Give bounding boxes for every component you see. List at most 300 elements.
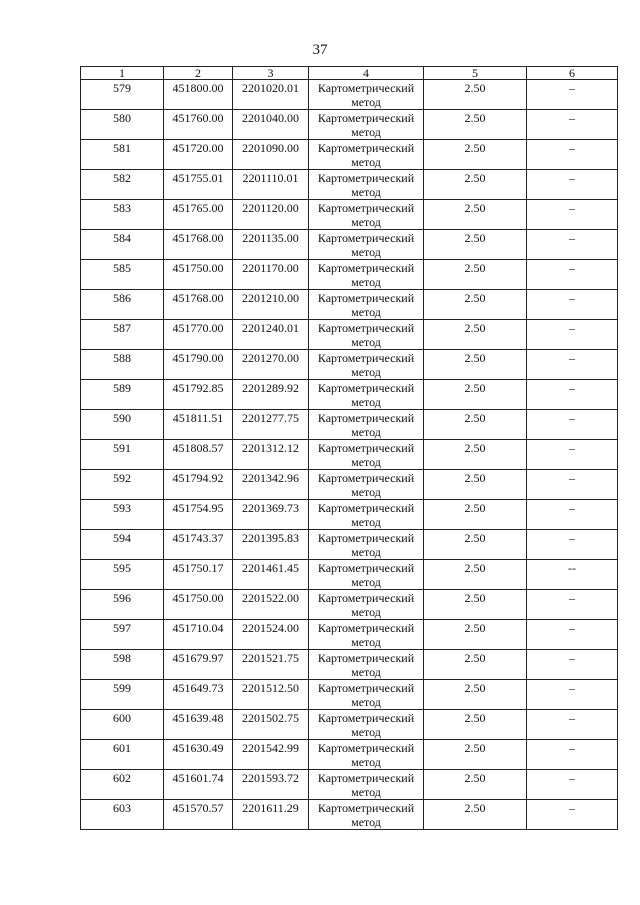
coordinate-x-cell-text: 451765.00 (172, 201, 224, 215)
coordinate-y-cell (233, 770, 309, 800)
accuracy-cell (424, 170, 527, 200)
coordinate-x-cell (164, 470, 233, 500)
coordinate-x-cell (164, 500, 233, 530)
point-number-cell-text: 595 (113, 561, 131, 575)
coordinate-y-cell (233, 230, 309, 260)
table-row (81, 170, 618, 200)
method-cell (309, 770, 424, 800)
coordinate-x-cell-text: 451792.85 (172, 381, 224, 395)
page-number: 37 (312, 42, 328, 58)
coordinate-x-cell-text: 451601.74 (172, 771, 224, 785)
accuracy-cell (424, 350, 527, 380)
accuracy-cell-text: 2.50 (464, 801, 486, 815)
method-cell-text: Картометрический метод (317, 381, 415, 409)
accuracy-cell-text: 2.50 (464, 261, 486, 275)
coordinate-y-cell (233, 470, 309, 500)
coordinate-x-cell (164, 140, 233, 170)
coordinate-x-cell (164, 560, 233, 590)
table-row (81, 320, 618, 350)
coordinate-x-cell (164, 260, 233, 290)
table-row (81, 230, 618, 260)
method-cell-text: Картометрический метод (317, 531, 415, 559)
coordinate-y-cell-text: 2201522.00 (242, 591, 299, 605)
method-cell (309, 440, 424, 470)
point-number-cell (81, 200, 164, 230)
coordinate-y-cell (233, 320, 309, 350)
coordinate-x-cell-text: 451743.37 (172, 531, 224, 545)
accuracy-cell-text: 2.50 (464, 201, 486, 215)
coordinate-y-cell-text: 2201289.92 (242, 381, 299, 395)
coordinate-y-cell-text: 2201512.50 (242, 681, 299, 695)
point-number-cell (81, 680, 164, 710)
column-header-4: 4 (309, 67, 424, 80)
accuracy-cell-text: 2.50 (464, 621, 486, 635)
method-cell (309, 170, 424, 200)
coordinate-y-cell-text: 2201521.75 (242, 651, 299, 665)
note-cell (527, 410, 618, 440)
method-cell (309, 110, 424, 140)
note-cell-text: – (569, 501, 575, 515)
method-cell-text: Картометрический метод (317, 591, 415, 619)
point-number-cell-text: 600 (113, 711, 131, 725)
coordinate-y-cell (233, 620, 309, 650)
table-row (81, 140, 618, 170)
method-cell (309, 260, 424, 290)
note-cell-text: – (569, 801, 575, 815)
point-number-cell-text: 581 (113, 141, 131, 155)
coordinate-y-cell (233, 680, 309, 710)
coordinate-x-cell (164, 800, 233, 830)
coordinate-x-cell-text: 451720.00 (172, 141, 224, 155)
coordinate-y-cell (233, 740, 309, 770)
coordinate-x-cell (164, 680, 233, 710)
coordinate-y-cell (233, 560, 309, 590)
point-number-cell-text: 591 (113, 441, 131, 455)
note-cell (527, 530, 618, 560)
coordinate-x-cell (164, 620, 233, 650)
method-cell (309, 560, 424, 590)
method-cell (309, 470, 424, 500)
coordinate-y-cell-text: 2201395.83 (242, 531, 299, 545)
point-number-cell (81, 470, 164, 500)
coordinate-y-cell (233, 530, 309, 560)
note-cell-text: – (569, 441, 575, 455)
point-number-cell (81, 770, 164, 800)
table-header-row (81, 67, 618, 80)
point-number-cell (81, 620, 164, 650)
method-cell-text: Картометрический метод (317, 681, 415, 709)
coordinate-y-cell-text: 2201090.00 (242, 141, 299, 155)
accuracy-cell-text: 2.50 (464, 411, 486, 425)
coordinate-y-cell-text: 2201593.72 (242, 771, 299, 785)
column-header-2: 2 (164, 67, 233, 80)
point-number-cell-text: 601 (113, 741, 131, 755)
coordinate-x-cell (164, 80, 233, 110)
coordinate-y-cell-text: 2201135.00 (242, 231, 299, 245)
coordinate-x-cell (164, 170, 233, 200)
coordinates-table (80, 66, 618, 830)
point-number-cell-text: 590 (113, 411, 131, 425)
accuracy-cell (424, 80, 527, 110)
accuracy-cell (424, 800, 527, 830)
note-cell (527, 230, 618, 260)
note-cell (527, 320, 618, 350)
method-cell-text: Картометрический метод (317, 501, 415, 529)
point-number-cell (81, 410, 164, 440)
point-number-cell-text: 587 (113, 321, 131, 335)
coordinate-y-cell (233, 590, 309, 620)
accuracy-cell-text: 2.50 (464, 561, 486, 575)
method-cell-text: Картометрический метод (317, 441, 415, 469)
method-cell-text: Картометрический метод (317, 171, 415, 199)
coordinate-x-cell-text: 451750.00 (172, 261, 224, 275)
method-cell (309, 200, 424, 230)
accuracy-cell (424, 770, 527, 800)
column-header-5: 5 (424, 67, 527, 80)
point-number-cell-text: 580 (113, 111, 131, 125)
accuracy-cell-text: 2.50 (464, 651, 486, 665)
point-number-cell-text: 594 (113, 531, 131, 545)
note-cell (527, 200, 618, 230)
method-cell-text: Картометрический метод (317, 711, 415, 739)
coordinate-x-cell (164, 320, 233, 350)
point-number-cell-text: 579 (113, 81, 131, 95)
coordinate-x-cell-text: 451770.00 (172, 321, 224, 335)
accuracy-cell (424, 110, 527, 140)
note-cell (527, 620, 618, 650)
accuracy-cell (424, 290, 527, 320)
method-cell-text: Картометрический метод (317, 201, 415, 229)
coordinate-y-cell (233, 710, 309, 740)
table-row (81, 770, 618, 800)
accuracy-cell (424, 410, 527, 440)
method-cell (309, 500, 424, 530)
table-row (81, 380, 618, 410)
method-cell-text: Картометрический метод (317, 801, 415, 829)
coordinate-y-cell (233, 200, 309, 230)
coordinate-y-cell (233, 800, 309, 830)
method-cell (309, 350, 424, 380)
point-number-cell-text: 603 (113, 801, 131, 815)
accuracy-cell (424, 740, 527, 770)
note-cell (527, 800, 618, 830)
coordinate-x-cell-text: 451808.57 (172, 441, 224, 455)
column-header-6: 6 (527, 67, 618, 80)
coordinate-y-cell-text: 2201312.12 (242, 441, 299, 455)
method-cell (309, 590, 424, 620)
note-cell-text: – (569, 171, 575, 185)
accuracy-cell (424, 590, 527, 620)
coordinate-y-cell (233, 170, 309, 200)
point-number-cell (81, 80, 164, 110)
table-row (81, 470, 618, 500)
method-cell (309, 680, 424, 710)
point-number-cell (81, 800, 164, 830)
accuracy-cell-text: 2.50 (464, 381, 486, 395)
accuracy-cell-text: 2.50 (464, 111, 486, 125)
method-cell-text: Картометрический метод (317, 81, 415, 109)
point-number-cell-text: 593 (113, 501, 131, 515)
accuracy-cell (424, 650, 527, 680)
method-cell (309, 800, 424, 830)
accuracy-cell-text: 2.50 (464, 591, 486, 605)
point-number-cell (81, 230, 164, 260)
note-cell-text: – (569, 81, 575, 95)
accuracy-cell-text: 2.50 (464, 171, 486, 185)
coordinate-x-cell-text: 451768.00 (172, 291, 224, 305)
note-cell-text: – (569, 771, 575, 785)
method-cell-text: Картометрический метод (317, 621, 415, 649)
coordinate-x-cell (164, 590, 233, 620)
point-number-cell-text: 596 (113, 591, 131, 605)
note-cell (527, 290, 618, 320)
point-number-cell-text: 582 (113, 171, 131, 185)
note-cell (527, 440, 618, 470)
accuracy-cell-text: 2.50 (464, 741, 486, 755)
note-cell-text: – (569, 381, 575, 395)
point-number-cell-text: 586 (113, 291, 131, 305)
note-cell (527, 110, 618, 140)
coordinate-x-cell (164, 650, 233, 680)
accuracy-cell (424, 710, 527, 740)
table-row (81, 560, 618, 590)
note-cell-text: – (569, 321, 575, 335)
accuracy-cell (424, 500, 527, 530)
coordinate-y-cell-text: 2201542.99 (242, 741, 299, 755)
point-number-cell-text: 599 (113, 681, 131, 695)
accuracy-cell (424, 440, 527, 470)
point-number-cell (81, 320, 164, 350)
coordinate-x-cell (164, 230, 233, 260)
accuracy-cell-text: 2.50 (464, 321, 486, 335)
table-row (81, 530, 618, 560)
note-cell (527, 170, 618, 200)
note-cell-text: – (569, 591, 575, 605)
accuracy-cell (424, 680, 527, 710)
note-cell-text: – (569, 471, 575, 485)
coordinate-x-cell-text: 451649.73 (172, 681, 224, 695)
note-cell-text: -- (568, 561, 576, 575)
point-number-cell (81, 440, 164, 470)
coordinate-x-cell-text: 451710.04 (172, 621, 224, 635)
point-number-cell (81, 560, 164, 590)
coordinate-y-cell (233, 650, 309, 680)
note-cell (527, 590, 618, 620)
method-cell-text: Картометрический метод (317, 351, 415, 379)
coordinate-y-cell-text: 2201461.45 (242, 561, 299, 575)
coordinate-x-cell-text: 451570.57 (172, 801, 224, 815)
coordinate-y-cell-text: 2201270.00 (242, 351, 299, 365)
method-cell (309, 620, 424, 650)
note-cell-text: – (569, 261, 575, 275)
note-cell-text: – (569, 621, 575, 635)
point-number-cell-text: 597 (113, 621, 131, 635)
note-cell (527, 80, 618, 110)
method-cell-text: Картометрический метод (317, 561, 415, 589)
coordinate-x-cell (164, 710, 233, 740)
point-number-cell-text: 598 (113, 651, 131, 665)
accuracy-cell (424, 620, 527, 650)
note-cell-text: – (569, 231, 575, 245)
coordinate-x-cell-text: 451811.51 (172, 411, 224, 425)
coordinate-x-cell-text: 451800.00 (172, 81, 224, 95)
coordinate-x-cell-text: 451679.97 (172, 651, 224, 665)
coordinate-x-cell-text: 451794.92 (172, 471, 224, 485)
point-number-cell (81, 590, 164, 620)
accuracy-cell (424, 200, 527, 230)
accuracy-cell-text: 2.50 (464, 351, 486, 365)
coordinate-y-cell (233, 410, 309, 440)
coordinate-y-cell-text: 2201110.01 (242, 171, 299, 185)
note-cell (527, 350, 618, 380)
coordinate-x-cell-text: 451630.49 (172, 741, 224, 755)
accuracy-cell-text: 2.50 (464, 681, 486, 695)
note-cell (527, 470, 618, 500)
coordinate-x-cell (164, 410, 233, 440)
coordinate-y-cell-text: 2201369.73 (242, 501, 299, 515)
coordinate-x-cell-text: 451754.95 (172, 501, 224, 515)
note-cell (527, 740, 618, 770)
table-row (81, 500, 618, 530)
coordinate-y-cell-text: 2201020.01 (242, 81, 299, 95)
method-cell-text: Картометрический метод (317, 471, 415, 499)
accuracy-cell-text: 2.50 (464, 771, 486, 785)
coordinate-x-cell (164, 380, 233, 410)
table-row (81, 680, 618, 710)
coordinate-y-cell-text: 2201210.00 (242, 291, 299, 305)
method-cell-text: Картометрический метод (317, 261, 415, 289)
note-cell-text: – (569, 351, 575, 365)
note-cell-text: – (569, 651, 575, 665)
point-number-cell (81, 110, 164, 140)
table-row (81, 110, 618, 140)
point-number-cell (81, 260, 164, 290)
point-number-cell-text: 592 (113, 471, 131, 485)
accuracy-cell (424, 530, 527, 560)
table-row (81, 710, 618, 740)
note-cell (527, 380, 618, 410)
coordinate-y-cell (233, 440, 309, 470)
accuracy-cell-text: 2.50 (464, 531, 486, 545)
note-cell (527, 680, 618, 710)
column-header-3: 3 (233, 67, 309, 80)
method-cell (309, 380, 424, 410)
coordinate-y-cell-text: 2201524.00 (242, 621, 299, 635)
method-cell-text: Картометрический метод (317, 411, 415, 439)
note-cell-text: – (569, 411, 575, 425)
point-number-cell (81, 350, 164, 380)
method-cell-text: Картометрический метод (317, 141, 415, 169)
note-cell (527, 710, 618, 740)
table-row (81, 80, 618, 110)
note-cell (527, 650, 618, 680)
coordinate-y-cell-text: 2201040.00 (242, 111, 299, 125)
coordinate-x-cell (164, 350, 233, 380)
method-cell-text: Картометрический метод (317, 231, 415, 259)
coordinate-x-cell-text: 451768.00 (172, 231, 224, 245)
column-header-1: 1 (81, 67, 164, 80)
method-cell (309, 650, 424, 680)
coordinate-x-cell-text: 451790.00 (172, 351, 224, 365)
coordinate-x-cell (164, 770, 233, 800)
coordinate-y-cell (233, 350, 309, 380)
point-number-cell (81, 500, 164, 530)
note-cell (527, 260, 618, 290)
coordinate-y-cell (233, 140, 309, 170)
coordinate-x-cell-text: 451760.00 (172, 111, 224, 125)
accuracy-cell (424, 230, 527, 260)
note-cell (527, 560, 618, 590)
coordinate-x-cell-text: 451639.48 (172, 711, 224, 725)
method-cell (309, 290, 424, 320)
accuracy-cell-text: 2.50 (464, 291, 486, 305)
method-cell (309, 410, 424, 440)
note-cell-text: – (569, 531, 575, 545)
point-number-cell-text: 588 (113, 351, 131, 365)
coordinate-y-cell (233, 290, 309, 320)
note-cell (527, 770, 618, 800)
accuracy-cell-text: 2.50 (464, 711, 486, 725)
coordinate-y-cell (233, 380, 309, 410)
accuracy-cell-text: 2.50 (464, 141, 486, 155)
coordinate-x-cell (164, 110, 233, 140)
coordinate-y-cell (233, 110, 309, 140)
accuracy-cell (424, 140, 527, 170)
coordinate-x-cell-text: 451755.01 (172, 171, 224, 185)
point-number-cell (81, 650, 164, 680)
point-number-cell-text: 585 (113, 261, 131, 275)
point-number-cell (81, 380, 164, 410)
accuracy-cell (424, 260, 527, 290)
point-number-cell (81, 740, 164, 770)
coordinates-table-body (81, 67, 618, 830)
coordinate-y-cell-text: 2201120.00 (242, 201, 299, 215)
coordinate-y-cell-text: 2201277.75 (242, 411, 299, 425)
accuracy-cell-text: 2.50 (464, 471, 486, 485)
table-row (81, 650, 618, 680)
method-cell (309, 80, 424, 110)
method-cell (309, 710, 424, 740)
note-cell-text: – (569, 201, 575, 215)
coordinate-x-cell (164, 440, 233, 470)
coordinate-y-cell-text: 2201240.01 (242, 321, 299, 335)
method-cell (309, 140, 424, 170)
coordinate-y-cell-text: 2201170.00 (242, 261, 299, 275)
point-number-cell (81, 710, 164, 740)
point-number-cell-text: 589 (113, 381, 131, 395)
point-number-cell (81, 170, 164, 200)
note-cell (527, 140, 618, 170)
coordinate-x-cell-text: 451750.17 (172, 561, 224, 575)
method-cell (309, 530, 424, 560)
coordinate-y-cell-text: 2201342.96 (242, 471, 299, 485)
accuracy-cell-text: 2.50 (464, 441, 486, 455)
table-row (81, 260, 618, 290)
point-number-cell (81, 530, 164, 560)
accuracy-cell-text: 2.50 (464, 231, 486, 245)
note-cell-text: – (569, 681, 575, 695)
method-cell-text: Картометрический метод (317, 321, 415, 349)
method-cell (309, 230, 424, 260)
coordinate-x-cell (164, 200, 233, 230)
note-cell-text: – (569, 741, 575, 755)
note-cell-text: – (569, 711, 575, 725)
point-number-cell-text: 602 (113, 771, 131, 785)
note-cell-text: – (569, 141, 575, 155)
method-cell-text: Картометрический метод (317, 291, 415, 319)
note-cell-text: – (569, 111, 575, 125)
table-row (81, 290, 618, 320)
